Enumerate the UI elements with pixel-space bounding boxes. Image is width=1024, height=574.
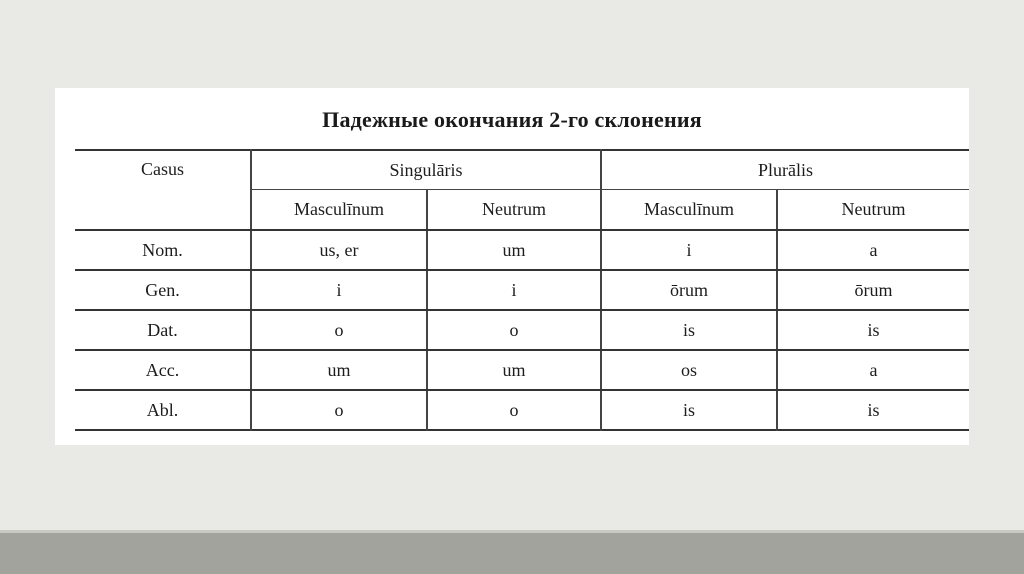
header-pl-neutrum: Neutrum — [777, 190, 969, 231]
ending-cell: a — [777, 230, 969, 270]
table-row — [75, 230, 969, 270]
table-row — [75, 350, 969, 390]
ending-cell: is — [777, 310, 969, 350]
ending-cell: us, er — [251, 230, 427, 270]
header-pl-masculinum: Masculīnum — [601, 190, 777, 231]
footer-bar — [0, 533, 1024, 574]
table-row — [75, 270, 969, 310]
ending-cell: o — [251, 310, 427, 350]
ending-cell: os — [601, 350, 777, 390]
table-title: Падежные окончания 2-го склонения — [322, 107, 702, 132]
ending-cell: a — [777, 350, 969, 390]
ending-cell: is — [601, 390, 777, 430]
ending-cell: ōrum — [777, 270, 969, 310]
header-sg-neutrum: Neutrum — [427, 190, 601, 231]
ending-cell: is — [777, 390, 969, 430]
header-casus: Casus — [140, 159, 184, 179]
table-row — [75, 310, 969, 350]
ending-cell: i — [251, 270, 427, 310]
declension-table — [75, 149, 969, 431]
ending-cell: i — [601, 230, 777, 270]
ending-cell: ōrum — [601, 270, 777, 310]
ending-cell: um — [427, 350, 601, 390]
ending-cell: um — [251, 350, 427, 390]
slide-card — [55, 88, 969, 445]
case-label: Abl. — [146, 399, 179, 420]
case-label: Nom. — [75, 230, 251, 270]
case-label: Dat. — [75, 310, 251, 350]
ending-cell: o — [427, 310, 601, 350]
ending-cell: is — [601, 310, 777, 350]
header-singularis: Singulāris — [251, 150, 601, 190]
case-label: Acc. — [75, 350, 251, 390]
ending-cell: um — [427, 230, 601, 270]
table-row — [75, 390, 969, 430]
case-label: Gen. — [75, 270, 251, 310]
ending-cell: i — [427, 270, 601, 310]
ending-cell: o — [427, 390, 601, 430]
header-sg-masculinum: Masculīnum — [251, 190, 427, 231]
header-pluralis: Plurālis — [601, 150, 969, 190]
ending-cell: o — [251, 390, 427, 430]
header-row-groups — [75, 150, 969, 190]
